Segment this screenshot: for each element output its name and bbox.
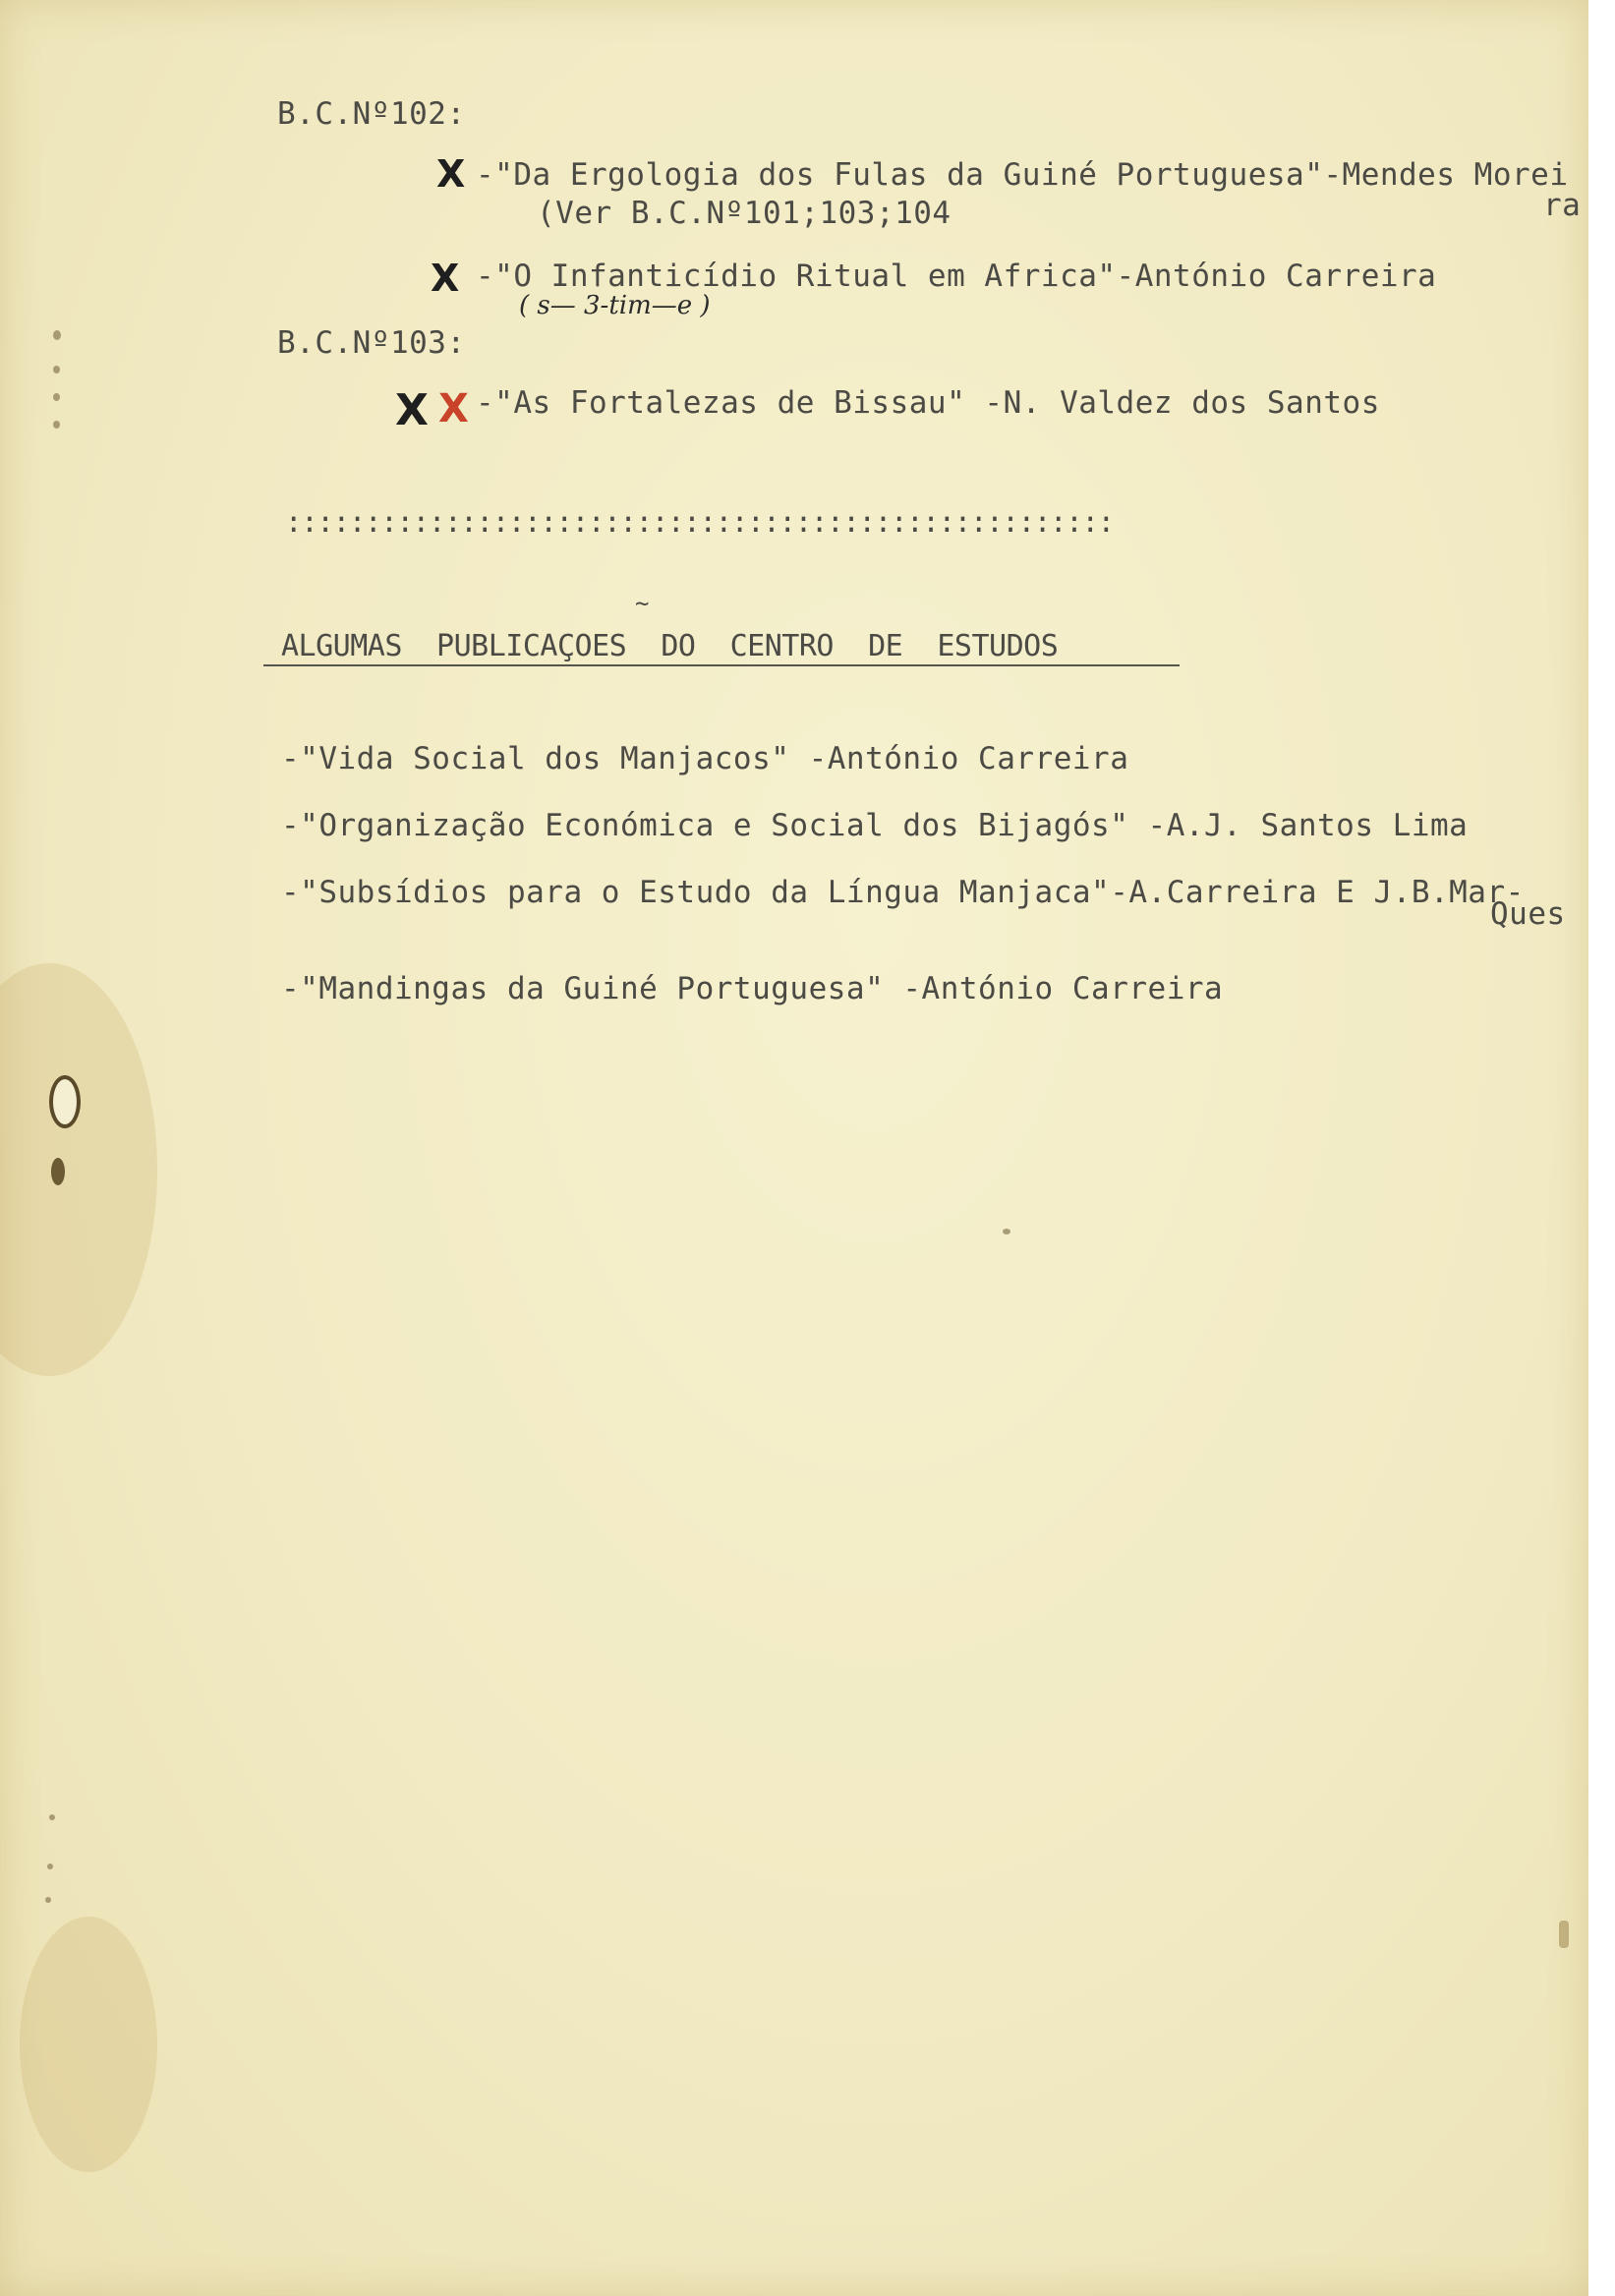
bulletin-label: B.C.Nº103: [277, 325, 466, 361]
handwritten-annotation: ( s— 3-tim—e ) [519, 291, 711, 320]
paper-speck [49, 1814, 55, 1820]
publication-item: -"Vida Social dos Manjacos" -António Carreira [281, 741, 1129, 776]
tilde-accent: ~ [635, 590, 650, 617]
handwritten-x-mark: X [395, 385, 429, 435]
bulletin-label: B.C.Nº102: [277, 96, 466, 132]
entry-continuation: ra [1543, 188, 1582, 223]
paper-stain [20, 1917, 157, 2172]
dotted-separator: :::::::::::::::::::::::::::::::::::::::::::::::::::: [285, 505, 1114, 539]
publication-item: -"Mandingas da Guiné Portuguesa" -António Carreira [281, 971, 1224, 1006]
scan-background [1588, 0, 1615, 2296]
handwritten-x-mark: X [431, 257, 460, 300]
handwritten-x-mark: X [436, 152, 466, 196]
entry-line: -"Da Ergologia dos Fulas da Guiné Portuguesa"-Mendes Morei [476, 157, 1569, 193]
entry-line: -"As Fortalezas de Bissau" -N. Valdez dos Santos [476, 385, 1380, 421]
paper-speck [45, 1897, 51, 1903]
paper-speck [47, 1864, 53, 1869]
paper-speck [1559, 1921, 1569, 1948]
heading-underline [263, 664, 1180, 666]
section-heading: ALGUMAS PUBLICAÇOES DO CENTRO DE ESTUDOS [281, 629, 1059, 663]
publication-item: -"Organização Económica e Social dos Bijagós" -A.J. Santos Lima [281, 808, 1469, 843]
entry-line: -"O Infanticídio Ritual em Africa"-António Carreira [476, 258, 1437, 294]
entry-note: (Ver B.C.Nº101;103;104 [537, 196, 952, 231]
paper-speck [53, 366, 60, 373]
paper-stain [0, 963, 157, 1376]
paper-speck [53, 393, 60, 401]
paper-speck [1003, 1229, 1010, 1234]
publication-item-continuation: Ques [1490, 896, 1566, 932]
red-x-mark: X [438, 386, 469, 431]
paper-speck [53, 421, 60, 429]
punch-hole [49, 1075, 81, 1128]
publication-item: -"Subsídios para o Estudo da Língua Manjaca"-A.Carreira E J.B.Mar- [281, 875, 1525, 910]
punch-hole [51, 1158, 65, 1185]
paper-speck [53, 330, 61, 340]
